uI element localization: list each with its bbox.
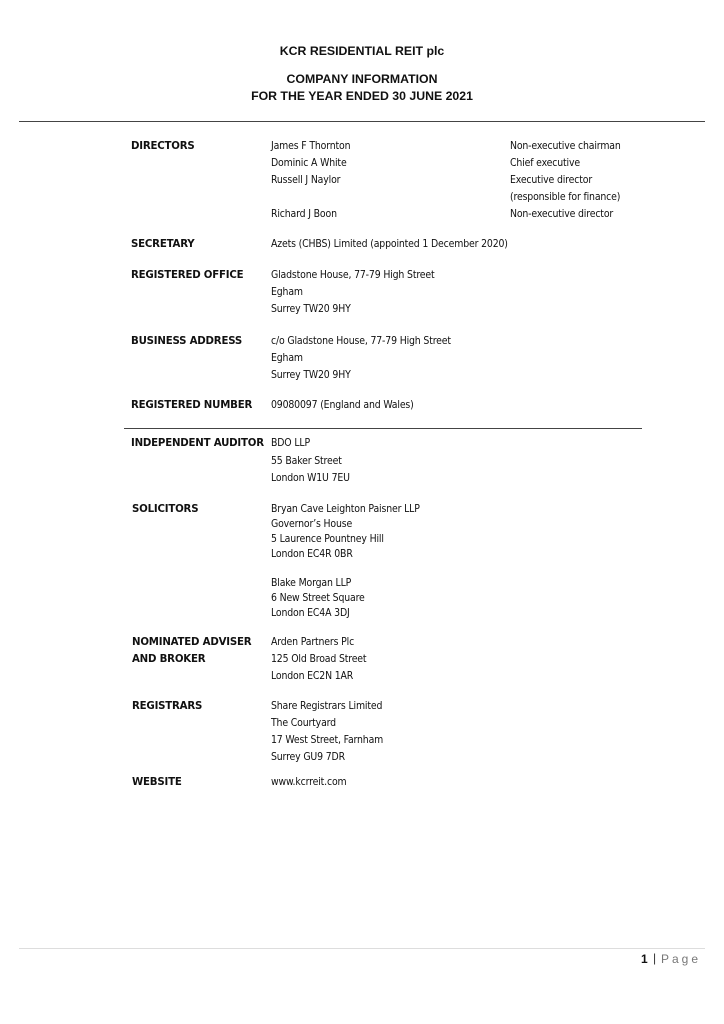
business-address-line: Egham [271, 352, 303, 364]
adviser-line: London EC2N 1AR [271, 670, 354, 682]
website-label: WEBSITE [132, 777, 182, 788]
solicitors-label: SOLICITORS [132, 504, 199, 515]
page-separator: | [653, 951, 657, 965]
business-address-line: Surrey TW20 9HY [271, 369, 351, 381]
registered-office-line: Gladstone House, 77-79 High Street [271, 269, 435, 281]
director-role: Chief executive [510, 157, 580, 169]
registrar-line: 17 West Street, Farnham [271, 734, 384, 746]
document-title: COMPANY INFORMATION [286, 72, 438, 86]
registered-office-label: REGISTERED OFFICE [131, 270, 244, 281]
section-divider [124, 428, 642, 429]
secretary-label: SECRETARY [131, 239, 195, 250]
nominated-adviser-label: NOMINATED ADVISER [132, 637, 252, 648]
director-name: Russell J Naylor [271, 174, 341, 186]
registrars-label: REGISTRARS [132, 701, 203, 712]
auditor-line: BDO LLP [271, 437, 310, 449]
business-address-label: BUSINESS ADDRESS [131, 336, 243, 347]
document-period: FOR THE YEAR ENDED 30 JUNE 2021 [251, 89, 473, 103]
auditor-line: London W1U 7EU [271, 472, 350, 484]
director-role-note: (responsible for finance) [510, 191, 621, 203]
footer-divider [19, 948, 705, 949]
auditor-line: 55 Baker Street [271, 455, 342, 467]
solicitor-line: Governor’s House [271, 518, 353, 530]
director-role: Executive director [510, 174, 593, 186]
solicitor-line: Bryan Cave Leighton Paisner LLP [271, 503, 420, 515]
adviser-line: Arden Partners Plc [271, 636, 355, 648]
registrar-line: The Courtyard [271, 717, 336, 729]
registered-number-label: REGISTERED NUMBER [131, 400, 253, 411]
registrar-line: Share Registrars Limited [271, 700, 383, 712]
adviser-line: 125 Old Broad Street [271, 653, 367, 665]
secretary-value: Azets (CHBS) Limited (appointed 1 December 2020) [271, 238, 508, 250]
website-link[interactable]: www.kcrreit.com [271, 776, 347, 788]
company-name: KCR RESIDENTIAL REIT plc [279, 44, 445, 58]
solicitor-line: 6 New Street Square [271, 592, 365, 604]
director-name: James F Thornton [271, 140, 351, 152]
registrar-line: Surrey GU9 7DR [271, 751, 345, 763]
solicitor-line: 5 Laurence Pountney Hill [271, 533, 384, 545]
independent-auditor-label: INDEPENDENT AUDITOR [131, 438, 264, 449]
director-name: Dominic A White [271, 157, 347, 169]
director-role: Non-executive chairman [510, 140, 621, 152]
directors-label: DIRECTORS [131, 141, 195, 152]
solicitor-line: London EC4R 0BR [271, 548, 353, 560]
solicitor-line: Blake Morgan LLP [271, 577, 352, 589]
business-address-line: c/o Gladstone House, 77-79 High Street [271, 335, 451, 347]
director-name: Richard J Boon [271, 208, 337, 220]
registered-office-line: Egham [271, 286, 303, 298]
solicitor-line: London EC4A 3DJ [271, 607, 350, 619]
registered-office-line: Surrey TW20 9HY [271, 303, 351, 315]
header-divider [19, 121, 705, 122]
director-role: Non-executive director [510, 208, 614, 220]
nominated-adviser-label: AND BROKER [132, 654, 206, 665]
page-word: Page [661, 952, 702, 966]
registered-number-value: 09080097 (England and Wales) [271, 399, 414, 411]
page-number: 1 [641, 952, 648, 966]
